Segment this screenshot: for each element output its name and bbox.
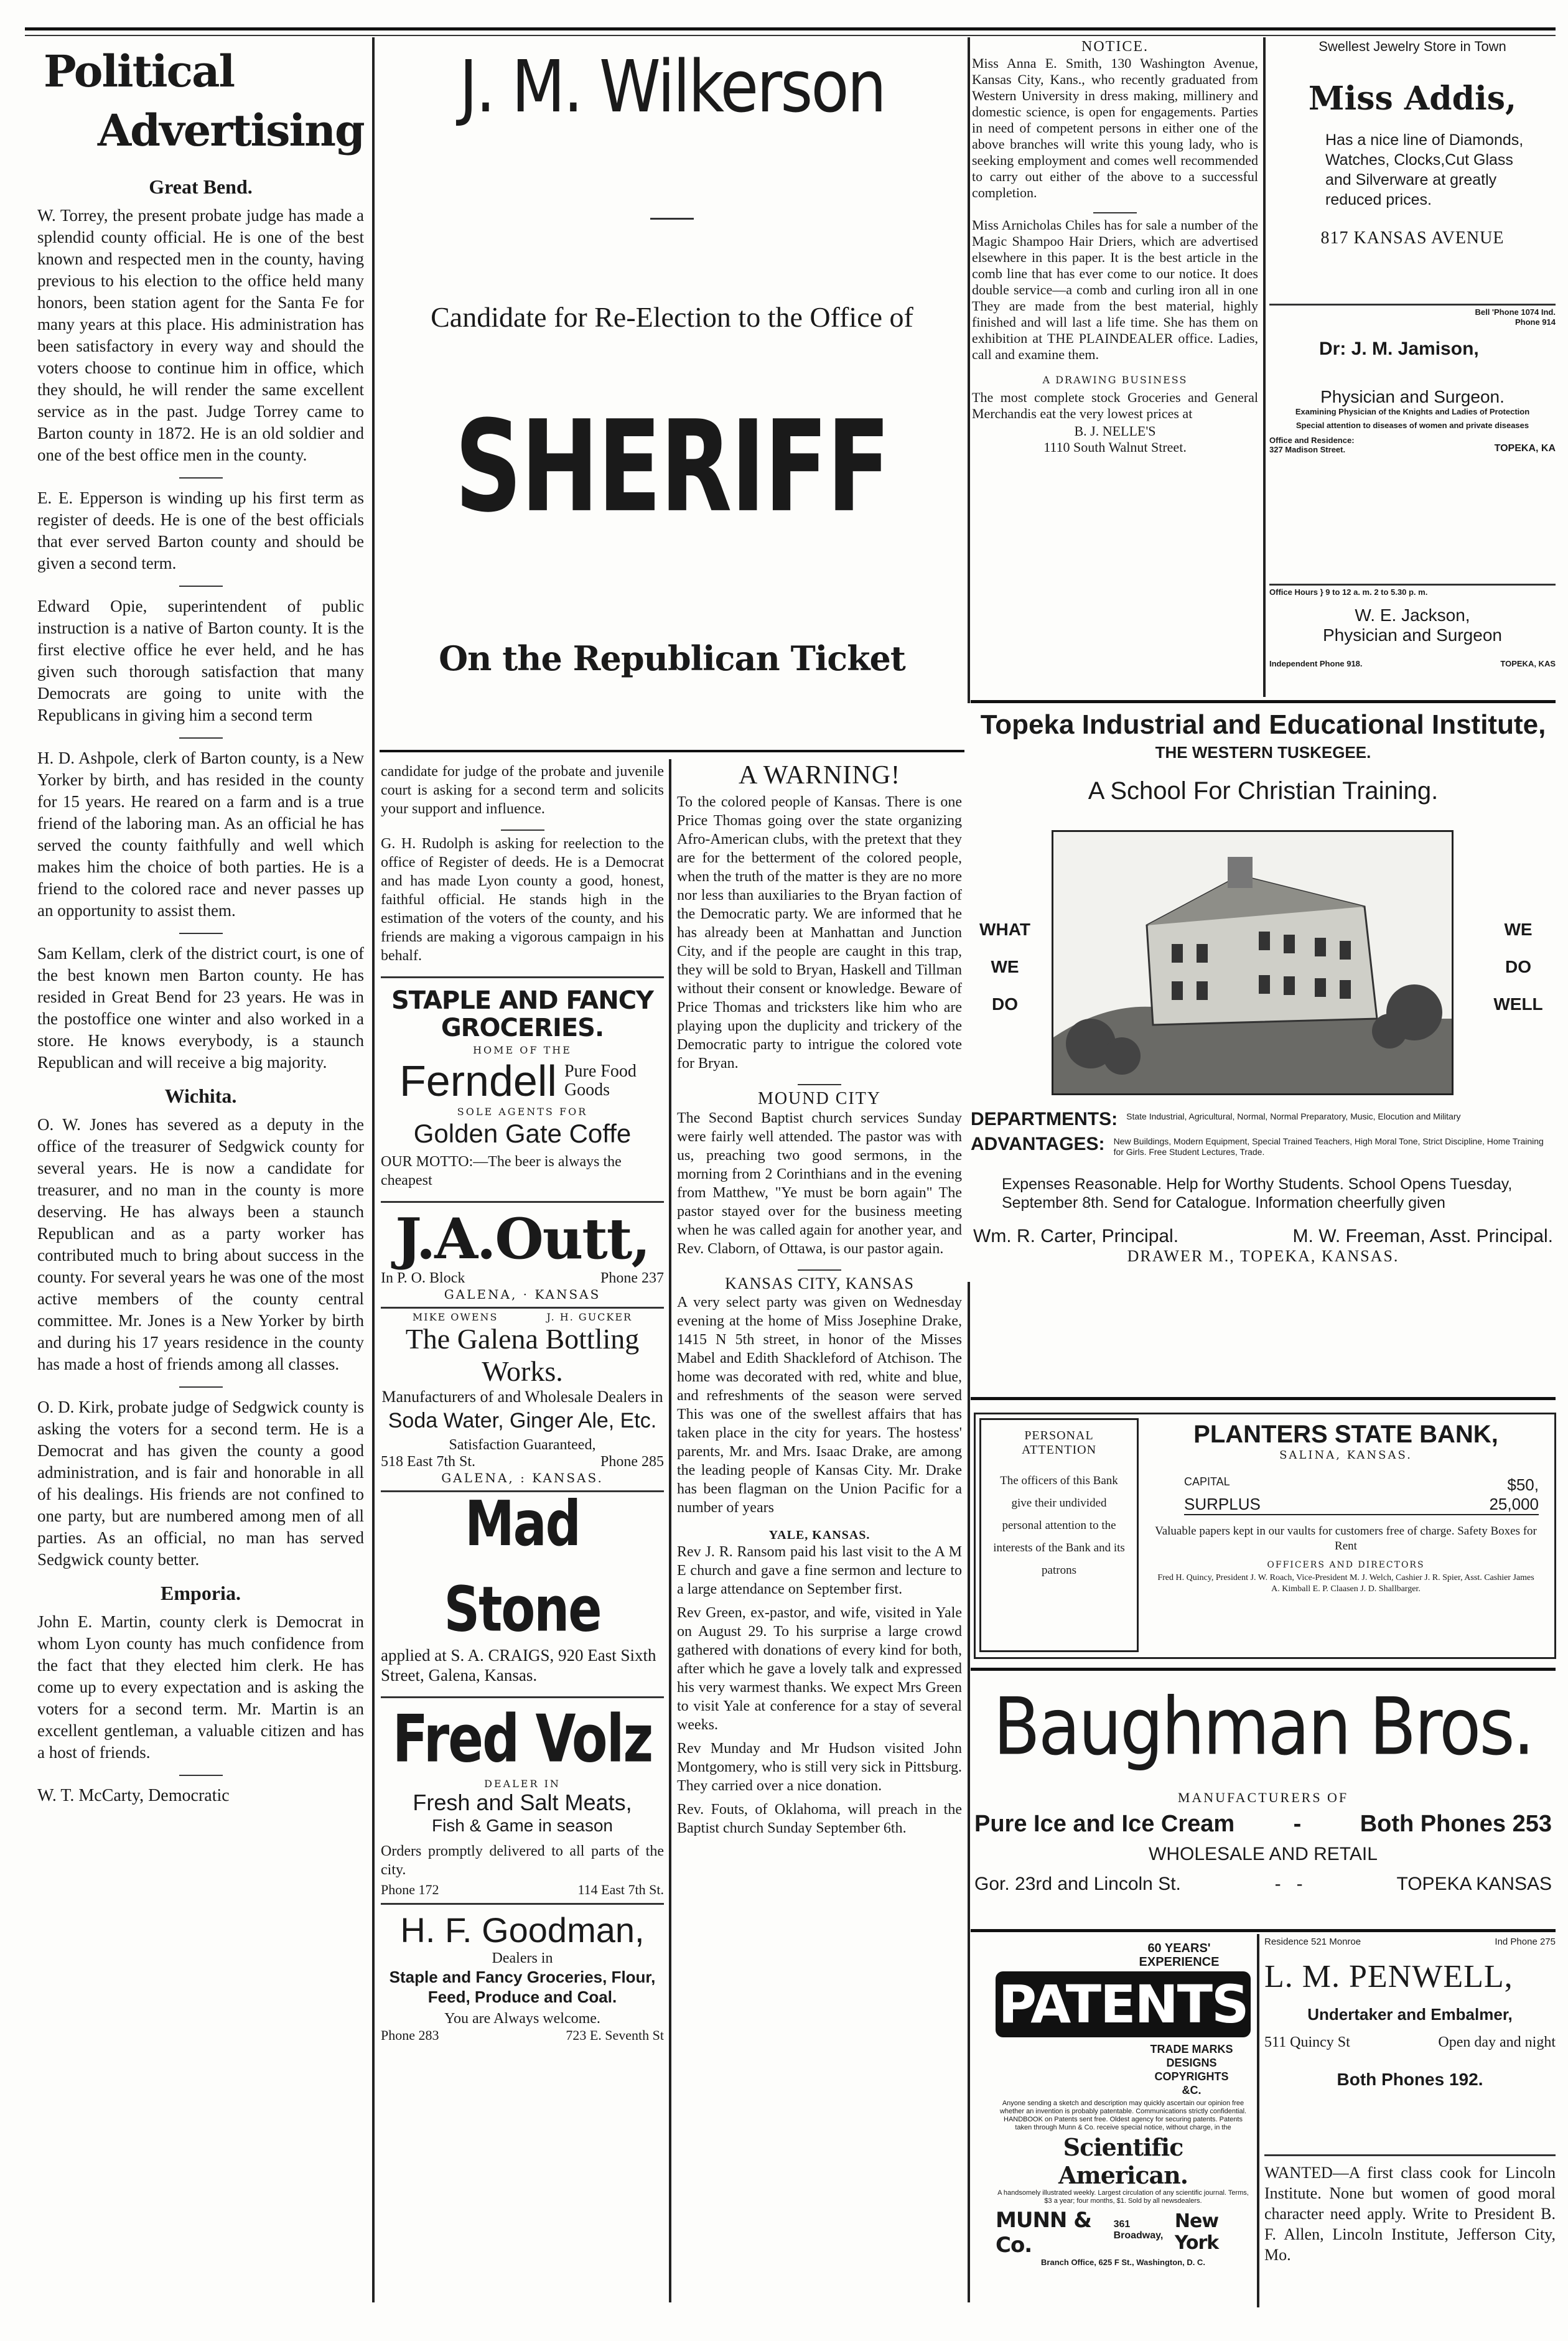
yale-paragraph-3: Rev Munday and Mr Hudson visited John Montgomery, who is still very sick in Pittsburg. They carried over a nice donation.	[677, 1741, 962, 1794]
munn-row	[996, 2208, 1251, 2258]
patents-banner	[996, 1971, 1251, 2037]
jamison-line-2: Special attention to diseases of women and private diseases	[1295, 421, 1529, 430]
column-divider-2b	[968, 1282, 970, 2302]
goodman-address: 723 E. Seventh St	[566, 2027, 664, 2043]
jamison-ad	[1269, 307, 1556, 556]
rudolph-paragraph: G. H. Rudolph is asking for reelection to the office of Register of deeds. He is a Democrat and has made Lyon county a good, honest, faithful official. He stands high in the estimation of the voters of the county, and his friends are making a vigorous campaign in his behalf.	[381, 836, 664, 964]
galena-phone: Phone 285	[600, 1454, 664, 1470]
ad-rule	[381, 976, 664, 978]
institute-top-rule	[971, 700, 1556, 703]
top-rule-thin	[25, 35, 1556, 36]
emporia-paragraph-2: W. T. McCarty, Democratic	[37, 1786, 230, 1805]
galena-owners: MIKE OWENS J. H. GUCKER	[412, 1311, 633, 1323]
baughman-wholesale: WHOLESALE AND RETAIL	[1149, 1844, 1378, 1864]
penwell-address: 511 Quincy St	[1264, 2034, 1350, 2050]
dash: -	[1293, 1811, 1302, 1837]
yale-paragraph-1: Rev J. R. Ransom paid his last visit to the A M E church and gave a fine sermon and lecture to a large attendance on September first.	[677, 1544, 962, 1597]
galena-bottling-name: The Galena Bottling Works.	[405, 1323, 640, 1387]
advantages-text: New Buildings, Modern Equipment, Special Trained Teachers, High Moral Tone, Strict Discipline, Home Training for Girls. Free Student Lectures, Trade.	[1113, 1136, 1544, 1157]
mad-stone-title: Mad Stone	[444, 1487, 601, 1646]
galena-town: GALENA, : KANSAS.	[441, 1470, 604, 1485]
separator	[179, 477, 223, 479]
section-heading-great-bend: Great Bend.	[149, 175, 253, 198]
asst-principal-name: M. W. Freeman, Asst. Principal.	[1292, 1226, 1553, 1246]
mound-city-title: MOUND CITY	[757, 1089, 882, 1108]
patents-marks: TRADE MARKS DESIGNS COPYRIGHTS &C.	[1150, 2043, 1233, 2096]
institute-drawer: DRAWER M., TOPEKA, KANSAS.	[1127, 1247, 1399, 1265]
ad-rule	[381, 1307, 664, 1309]
yale-paragraph-4: Rev. Fouts, of Oklahoma, will preach in the Baptist church Sunday September 6th.	[677, 1801, 962, 1836]
volz-meats: Fresh and Salt Meats,	[413, 1790, 632, 1815]
candidate-name: J. M. Wilkerson	[459, 45, 885, 129]
principal-row	[971, 1226, 1556, 1247]
galena-products: Soda Water, Ginger Ale, Etc.	[388, 1409, 657, 1432]
warning-text: To the colored people of Kansas. There is one Price Thomas going over the state organizing Afro-American clubs, with the pretext that they are for the betterment of the colored people, when the truth of the matter is they are no more nor less than auxiliaries to the Bryan faction of the Democratic party. We are informed that he has already been at Manhattan and Junction City, and if the people are caught in this trap, they will be sold to Bryan, Haskell and Tillman without their consent or knowledge. Beware of Price Thomas and tricksters like him who are playing upon the duplicity and trickery of the Democratic party to intrigue the colored vote for Bryan.	[677, 794, 962, 1072]
jamison-title: Physician and Surgeon.	[1320, 387, 1505, 406]
baughman-phones: Both Phones 253	[1360, 1811, 1552, 1837]
left-column	[37, 44, 364, 2309]
ad-rule	[381, 1903, 664, 1905]
we-do-well-words	[1481, 911, 1556, 1023]
outt-town: GALENA, · KANSAS	[444, 1287, 601, 1302]
wichita-paragraph-1: O. W. Jones has severed as a deputy in the office of the treasurer of Sedgwick county for several years. He is now a candidate for treasurer, and no man in the county is more deserving. He has always been a staunch Republican and as a party worker has contributed much to bring about success in the county. For several years he was one of the most active members of the county central committee. Mr. Jones is a New Yorker by birth and during his 17 years residence in the county has made a host of friends among all classes.	[37, 1115, 364, 1373]
jackson-name: W. E. Jackson,	[1355, 605, 1470, 625]
pure-food-label: Pure Food Goods	[564, 1062, 637, 1100]
planters-main	[1147, 1421, 1545, 1595]
warning-title: A WARNING!	[738, 761, 901, 790]
separator	[798, 1269, 841, 1271]
mad-stone-text: applied at S. A. CRAIGS, 920 East Sixth Street, Galena, Kansas.	[381, 1646, 656, 1684]
notice-title: NOTICE.	[1081, 39, 1149, 55]
jamison-office: Office and Residence:	[1269, 436, 1355, 445]
institute-photo-row	[971, 818, 1556, 1104]
masthead-political: Political	[44, 45, 235, 97]
addis-address: 817 KANSAS AVENUE	[1320, 228, 1505, 248]
baughman-address-row	[971, 1874, 1556, 1895]
what-we-do-words	[971, 911, 1039, 1023]
jackson-footer	[1269, 659, 1556, 668]
addis-name: Miss Addis,	[1308, 80, 1517, 118]
word-do: DO	[992, 994, 1018, 1014]
planters-top-rule	[971, 1397, 1556, 1400]
surplus-label: SURPLUS	[1184, 1495, 1261, 1513]
separator	[1093, 212, 1137, 213]
penwell-ind-phone: Ind Phone 275	[1495, 1937, 1556, 1947]
building-illustration	[1053, 832, 1452, 1093]
word-well: WELL	[1493, 994, 1543, 1014]
column-divider-center	[669, 759, 671, 2302]
goodman-name: H. F. Goodman,	[400, 1910, 645, 1950]
jackson-hours: Office Hours } 9 to 12 a. m. 2 to 5.30 p. m.	[1269, 587, 1428, 597]
great-bend-paragraph-4: H. D. Ashpole, clerk of Barton county, is a New Yorker by birth, and has resided in the county for 15 years. He reared on a farm and is a true friend of the laboring man. As an official he has served the county faithfully and well which makes him the choice of both parties. He is a friend to the colored race and never passes up an opportunity to assist them.	[37, 749, 364, 920]
advantages-label: ADVANTAGES:	[971, 1134, 1105, 1154]
galena-address: 518 East 7th St.	[381, 1454, 476, 1470]
surplus-value: 25,000	[1489, 1495, 1539, 1513]
mound-city-text: The Second Baptist church services Sunday were fairly well attended. The pastor was with us, preaching two good sermons, in the morning from 2 Corinthians and in the evening from Matthew, "Ye must be born again" The pastor stayed over for the business meeting when he was called again for another year, and Rev. Claborn, of Ottawa, is our pastor again.	[677, 1110, 962, 1257]
word-we: WE	[991, 957, 1019, 976]
great-bend-paragraph-5: Sam Kellam, clerk of the district court, is one of the best known men Barton county. He has resided in Great Bend for 23 years. He was in the postoffice one winter and also worked in a store. He knows everybody, is a staunch Republican and will receive a big majority.	[37, 944, 364, 1072]
bottom-section-rule	[971, 1929, 1556, 1932]
munn-city: New York	[1174, 2210, 1219, 2254]
personal-attention-title: PERSONAL ATTENTION	[1021, 1429, 1097, 1457]
separator	[179, 737, 223, 739]
jackson-ad	[1269, 587, 1556, 693]
planters-valuables: Valuable papers kept in our vaults for customers free of charge. Safety Boxes for Rent	[1155, 1525, 1537, 1553]
column-divider-3	[1263, 37, 1266, 697]
goodman-address-row	[381, 2027, 664, 2044]
jamison-name: Dr: J. M. Jamison,	[1319, 339, 1479, 359]
addis-top-line: Swellest Jewelry Store in Town	[1318, 39, 1506, 54]
motto: OUR MOTTO:—The beer is always the cheapest	[381, 1154, 622, 1189]
jamison-city: TOPEKA, KA	[1494, 443, 1556, 454]
great-bend-paragraph-2: E. E. Epperson is winding up his first term as register of deeds. He is one of the best officials that ever served Barton county and should be given a second term.	[37, 488, 364, 572]
advantages-row	[971, 1134, 1556, 1157]
institute-expenses: Expenses Reasonable. Help for Worthy Students. School Opens Tuesday, September 8th. Send for Catalogue. Information cheerfully given	[1002, 1175, 1513, 1212]
penwell-both-phones: Both Phones 192.	[1337, 2070, 1483, 2089]
baughman-top-rule	[971, 1668, 1556, 1671]
galena-manufacturers: Manufacturers of and Wholesale Dealers in	[381, 1388, 663, 1406]
institute-building-photo	[1052, 830, 1454, 1095]
addis-ad	[1269, 39, 1556, 300]
jamison-office-row	[1269, 436, 1556, 454]
munn-name: MUNN & Co.	[996, 2208, 1091, 2258]
volz-address-row	[381, 1882, 664, 1898]
patents-experience: 60 YEARS' EXPERIENCE	[1139, 1941, 1220, 1969]
patents-ad	[996, 1941, 1251, 2309]
addis-text: Has a nice line of Diamonds, Watches, Clocks,Cut Glass and Silverware at greatly reduced prices.	[1325, 131, 1524, 208]
emporia-paragraph-1: John E. Martin, county clerk is Democrat in whom Lyon county has much confidence from the fact that they elected him clerk. He has come up to every expectation and is asking the voters for a second term. Mr. Martin is an excellent gentleman, a valuable citizen and has a host of friends.	[37, 1612, 364, 1762]
notice-paragraph-1: Miss Anna E. Smith, 130 Washington Avenue, Kansas City, Kans., who recently graduated from Western University in dress making, millinery and domestic science, is open for engagements. Parties in need of competent persons in either one of the above branches will write this young lady, who is seeking employment and comes well recommended to carry out either of the above to a successful completion.	[972, 55, 1258, 200]
outt-phone: Phone 237	[600, 1270, 664, 1286]
separator	[179, 933, 223, 934]
munn-branch: Branch Office, 625 F St., Washington, D. C.	[1041, 2258, 1205, 2267]
penwell-phones	[1264, 1937, 1556, 1947]
personal-attention-text: The officers of this Bank give their undivided personal attention to the interests of the Bank and its patrons	[993, 1474, 1125, 1577]
dashes: - -	[1274, 1874, 1303, 1894]
patents-word: PATENTS	[998, 1974, 1248, 2035]
great-bend-paragraph-1: W. Torrey, the present probate judge has made a splendid county official. He is one of the best known and respected men in the county, having previous to his election to the office held many honors, been station agent for the Santa Fe for many years at this place. His administration has been satisfactory in every way and should the voters choose to continue him in office, which they should, he will render the same excellent service as in the past. Judge Torrey came to Barton county in 1872. He is an old soldier and one of the best office men in the county.	[37, 206, 364, 464]
penwell-name: L. M. PENWELL,	[1264, 1959, 1513, 1994]
word-we-right: WE	[1504, 920, 1533, 939]
penwell-residence: Residence 521 Monroe	[1264, 1937, 1361, 1947]
ferndell-brand: Ferndell	[399, 1057, 557, 1105]
probate-candidate-paragraph: candidate for judge of the probate and juvenile court is asking for a second term and solicits your support and influence.	[381, 764, 664, 817]
separator	[501, 829, 544, 831]
masthead-advertising: Advertising	[97, 105, 364, 156]
volz-orders: Orders promptly delivered to all parts of the city.	[381, 1843, 664, 1878]
jamison-office-block	[1269, 436, 1355, 454]
jamison-rule	[1269, 584, 1556, 586]
scientific-american: Scientific American.	[1058, 2133, 1188, 2189]
addis-rule	[1269, 304, 1556, 306]
institute-subtitle: THE WESTERN TUSKEGEE.	[1155, 743, 1371, 762]
volz-fish: Fish & Game in season	[431, 1816, 614, 1835]
patents-small-text-2: A handsomely illustrated weekly. Largest circulation of any scientific journal. Terms, $3 a year; four months, $1. Sold by all newsdealers.	[997, 2189, 1249, 2205]
personal-attention-box	[979, 1418, 1139, 1652]
word-do-right: DO	[1505, 957, 1531, 976]
nelle-address: 1110 South Walnut Street.	[1043, 439, 1187, 455]
departments-text: State Industrial, Agricultural, Normal, Normal Preparatory, Music, Elocution and Military	[1126, 1111, 1461, 1121]
sole-agents-label: SOLE AGENTS FOR	[457, 1106, 588, 1118]
office-sheriff: SHERIFF	[454, 394, 890, 541]
goodman-goods: Staple and Fancy Groceries, Flour, Feed, Produce and Coal.	[389, 1968, 656, 2006]
separator	[179, 1775, 223, 1776]
ad-rule	[381, 1201, 664, 1203]
baughman-manufacturers: MANUFACTURERS OF	[1177, 1790, 1349, 1805]
top-rule	[25, 27, 1556, 30]
munn-address: 361 Broadway,	[1113, 2219, 1164, 2241]
home-of-label: HOME OF THE	[473, 1044, 572, 1056]
yale-title: YALE, KANSAS.	[768, 1528, 870, 1542]
candidate-line: Candidate for Re-Election to the Office of	[431, 301, 913, 333]
drawing-business-text: The most complete stock Groceries and General Merchandis eat the very lowest prices at	[972, 390, 1258, 421]
departments-row	[971, 1109, 1556, 1130]
baughman-products: Pure Ice and Ice Cream	[974, 1811, 1235, 1837]
planters-officers: Fred H. Quincy, President J. W. Roach, Vice-President M. J. Welch, Cashier J. R. Spier, Asst. Cashier James A. Kimball E. P. Claasen J. D. Shallbarger.	[1157, 1573, 1534, 1594]
short-rule	[650, 218, 694, 220]
jackson-phone: Independent Phone 918.	[1269, 659, 1363, 668]
goodman-welcome: You are Always welcome.	[444, 2011, 600, 2027]
jamison-address: 327 Madison Street.	[1269, 445, 1346, 454]
column-divider-2	[968, 37, 970, 703]
patents-divider	[1257, 1934, 1259, 2307]
ticket-line: On the Republican Ticket	[439, 638, 905, 678]
institute-tagline: A School For Christian Training.	[1088, 777, 1439, 805]
baughman-city: TOPEKA KANSAS	[1396, 1874, 1552, 1894]
jamison-phones: Bell 'Phone 1074 Ind. Phone 914	[1475, 307, 1556, 327]
penwell-hours: Open day and night	[1438, 2034, 1556, 2050]
baughman-products-row	[971, 1811, 1556, 1838]
penwell-rule	[1264, 2154, 1556, 2156]
penwell-title: Undertaker and Embalmer,	[1307, 2005, 1513, 2024]
goodman-phone: Phone 283	[381, 2027, 439, 2043]
galena-address-row	[381, 1454, 664, 1470]
volz-phone: Phone 172	[381, 1882, 439, 1897]
penwell-ad	[1264, 1937, 1556, 2148]
baughman-corner: Gor. 23rd and Lincoln St.	[974, 1874, 1181, 1894]
institute-title: Topeka Industrial and Educational Institute,	[980, 709, 1546, 740]
great-bend-paragraph-3: Edward Opie, superintendent of public instruction is a native of Barton county. It is the first elective office he ever held, and he has given such thorough satisfaction that many Democrats are going to unite with the Republicans in giving him a second term	[37, 597, 364, 724]
baughman-name: Baughman Bros.	[993, 1681, 1533, 1773]
yale-paragraph-2: Rev Green, ex-pastor, and wife, visited in Yale on August 29. To his surprise a large crowd gathered with donations of every kind for both, after which he gave a lovely talk and expressed his very warmest thanks. We expect Mrs Green to visit Yale at conference for a stay of several weeks.	[677, 1605, 962, 1733]
notice-paragraph-2: Miss Arnicholas Chiles has for sale a number of the Magic Shampoo Hair Driers, which are advertised elsewhere in this paper. It is the best article in the comb line that has ever come to our notice. It does double service—a comb and curling iron all in one They are made from the best material, highly finished and will last a life time. She has them on exhibition at THE PLAINDEALER office. Ladies, call and examine them.	[972, 217, 1258, 362]
institute-ad	[971, 709, 1556, 1388]
capital-label: CAPITAL	[1184, 1475, 1230, 1488]
patents-small-text: Anyone sending a sketch and description may quickly ascertain our opinion free whether an invention is probably patentable. Communications strictly confidential. HANDBOOK on Patents sent free. Oldest agency for securing patents. Patents taken through Munn & Co. receive special notice, without charge, in the	[999, 2100, 1247, 2131]
golden-gate-coffee: Golden Gate Coffe	[413, 1119, 632, 1148]
jackson-title: Physician and Surgeon	[1323, 625, 1502, 645]
principal-name: Wm. R. Carter, Principal.	[973, 1226, 1179, 1246]
volz-dealer-label: DEALER IN	[484, 1778, 561, 1790]
separator	[179, 586, 223, 587]
jamison-line-1: Examining Physician of the Knights and Ladies of Protection	[1295, 407, 1530, 416]
column-divider-1	[372, 37, 375, 2302]
staple-groceries-heading: STAPLE AND FANCY GROCERIES.	[391, 986, 654, 1042]
kansas-city-title: KANSAS CITY, KANSAS	[725, 1274, 914, 1292]
notice-column	[972, 39, 1258, 692]
penwell-address-row	[1264, 2034, 1556, 2051]
drawing-business-heading: A DRAWING BUSINESS	[1042, 374, 1188, 386]
wanted-ad	[1264, 2162, 1556, 2306]
fred-volz-name: Fred Volz	[392, 1700, 653, 1777]
departments-label: DEPARTMENTS:	[971, 1109, 1118, 1129]
wanted-text: WANTED—A first class cook for Lincoln Institute. None but women of good moral character need apply. Write to President B. F. Allen, Lincoln Institute, Jefferson City, Mo.	[1264, 2164, 1556, 2264]
kansas-city-text: A very select party was given on Wednesday evening at the home of Miss Josephine Drake, 1415 N 5th street, in honor of the Misses Mabel and Edith Shackleford of Atchison. The home was decorated with red, white and blue, and refreshments of the season were served This was one of the swellest affairs that has taken place in the city for years. The hostess' parents, Mr. and Mrs. Isaac Drake, are among the leading people of Kansas City. Mr. Drake has been flagman on the Union Pacific for a number of years	[677, 1294, 962, 1516]
separator	[798, 1084, 841, 1085]
outt-address-row	[381, 1270, 664, 1287]
center-right-column	[677, 760, 962, 2304]
capital-row	[1184, 1475, 1539, 1495]
planters-officers-heading: OFFICERS AND DIRECTORS	[1267, 1560, 1425, 1570]
planters-location: SALINA, KANSAS.	[1279, 1449, 1412, 1462]
section-heading-emporia: Emporia.	[161, 1582, 241, 1604]
wilkerson-ad	[380, 37, 964, 741]
surplus-row	[1184, 1495, 1539, 1515]
goodman-dealers: Dealers in	[492, 1950, 553, 1966]
separator	[179, 1386, 223, 1388]
planters-bank-ad	[974, 1413, 1556, 1659]
outt-address: In P. O. Block	[381, 1270, 465, 1286]
outt-name: J.A.Outt,	[395, 1206, 650, 1272]
planters-name: PLANTERS STATE BANK,	[1193, 1421, 1498, 1448]
section-heading-wichita: Wichita.	[164, 1085, 237, 1107]
wichita-paragraph-2: O. D. Kirk, probate judge of Sedgwick county is asking the voters for a second term. He is a Democrat and has given the county a good administration, and is fair and honorable in all of his dealings. His friends are not confined to one party, but are numbered among men of all parties. As an official, no man has served Sedgwick county better.	[37, 1398, 364, 1569]
word-what: WHAT	[979, 920, 1030, 939]
volz-address: 114 East 7th St.	[577, 1882, 664, 1897]
nelle-name: B. J. NELLE'S	[1074, 423, 1156, 439]
ferndell-row	[381, 1056, 664, 1106]
baughman-ad	[971, 1674, 1556, 1910]
center-left-column	[381, 762, 664, 2306]
jackson-city: TOPEKA, KAS	[1500, 659, 1556, 668]
capital-value: $50,	[1507, 1475, 1539, 1494]
wilkerson-bottom-rule	[380, 750, 964, 752]
galena-satisfaction: Satisfaction Guaranteed,	[449, 1437, 596, 1453]
